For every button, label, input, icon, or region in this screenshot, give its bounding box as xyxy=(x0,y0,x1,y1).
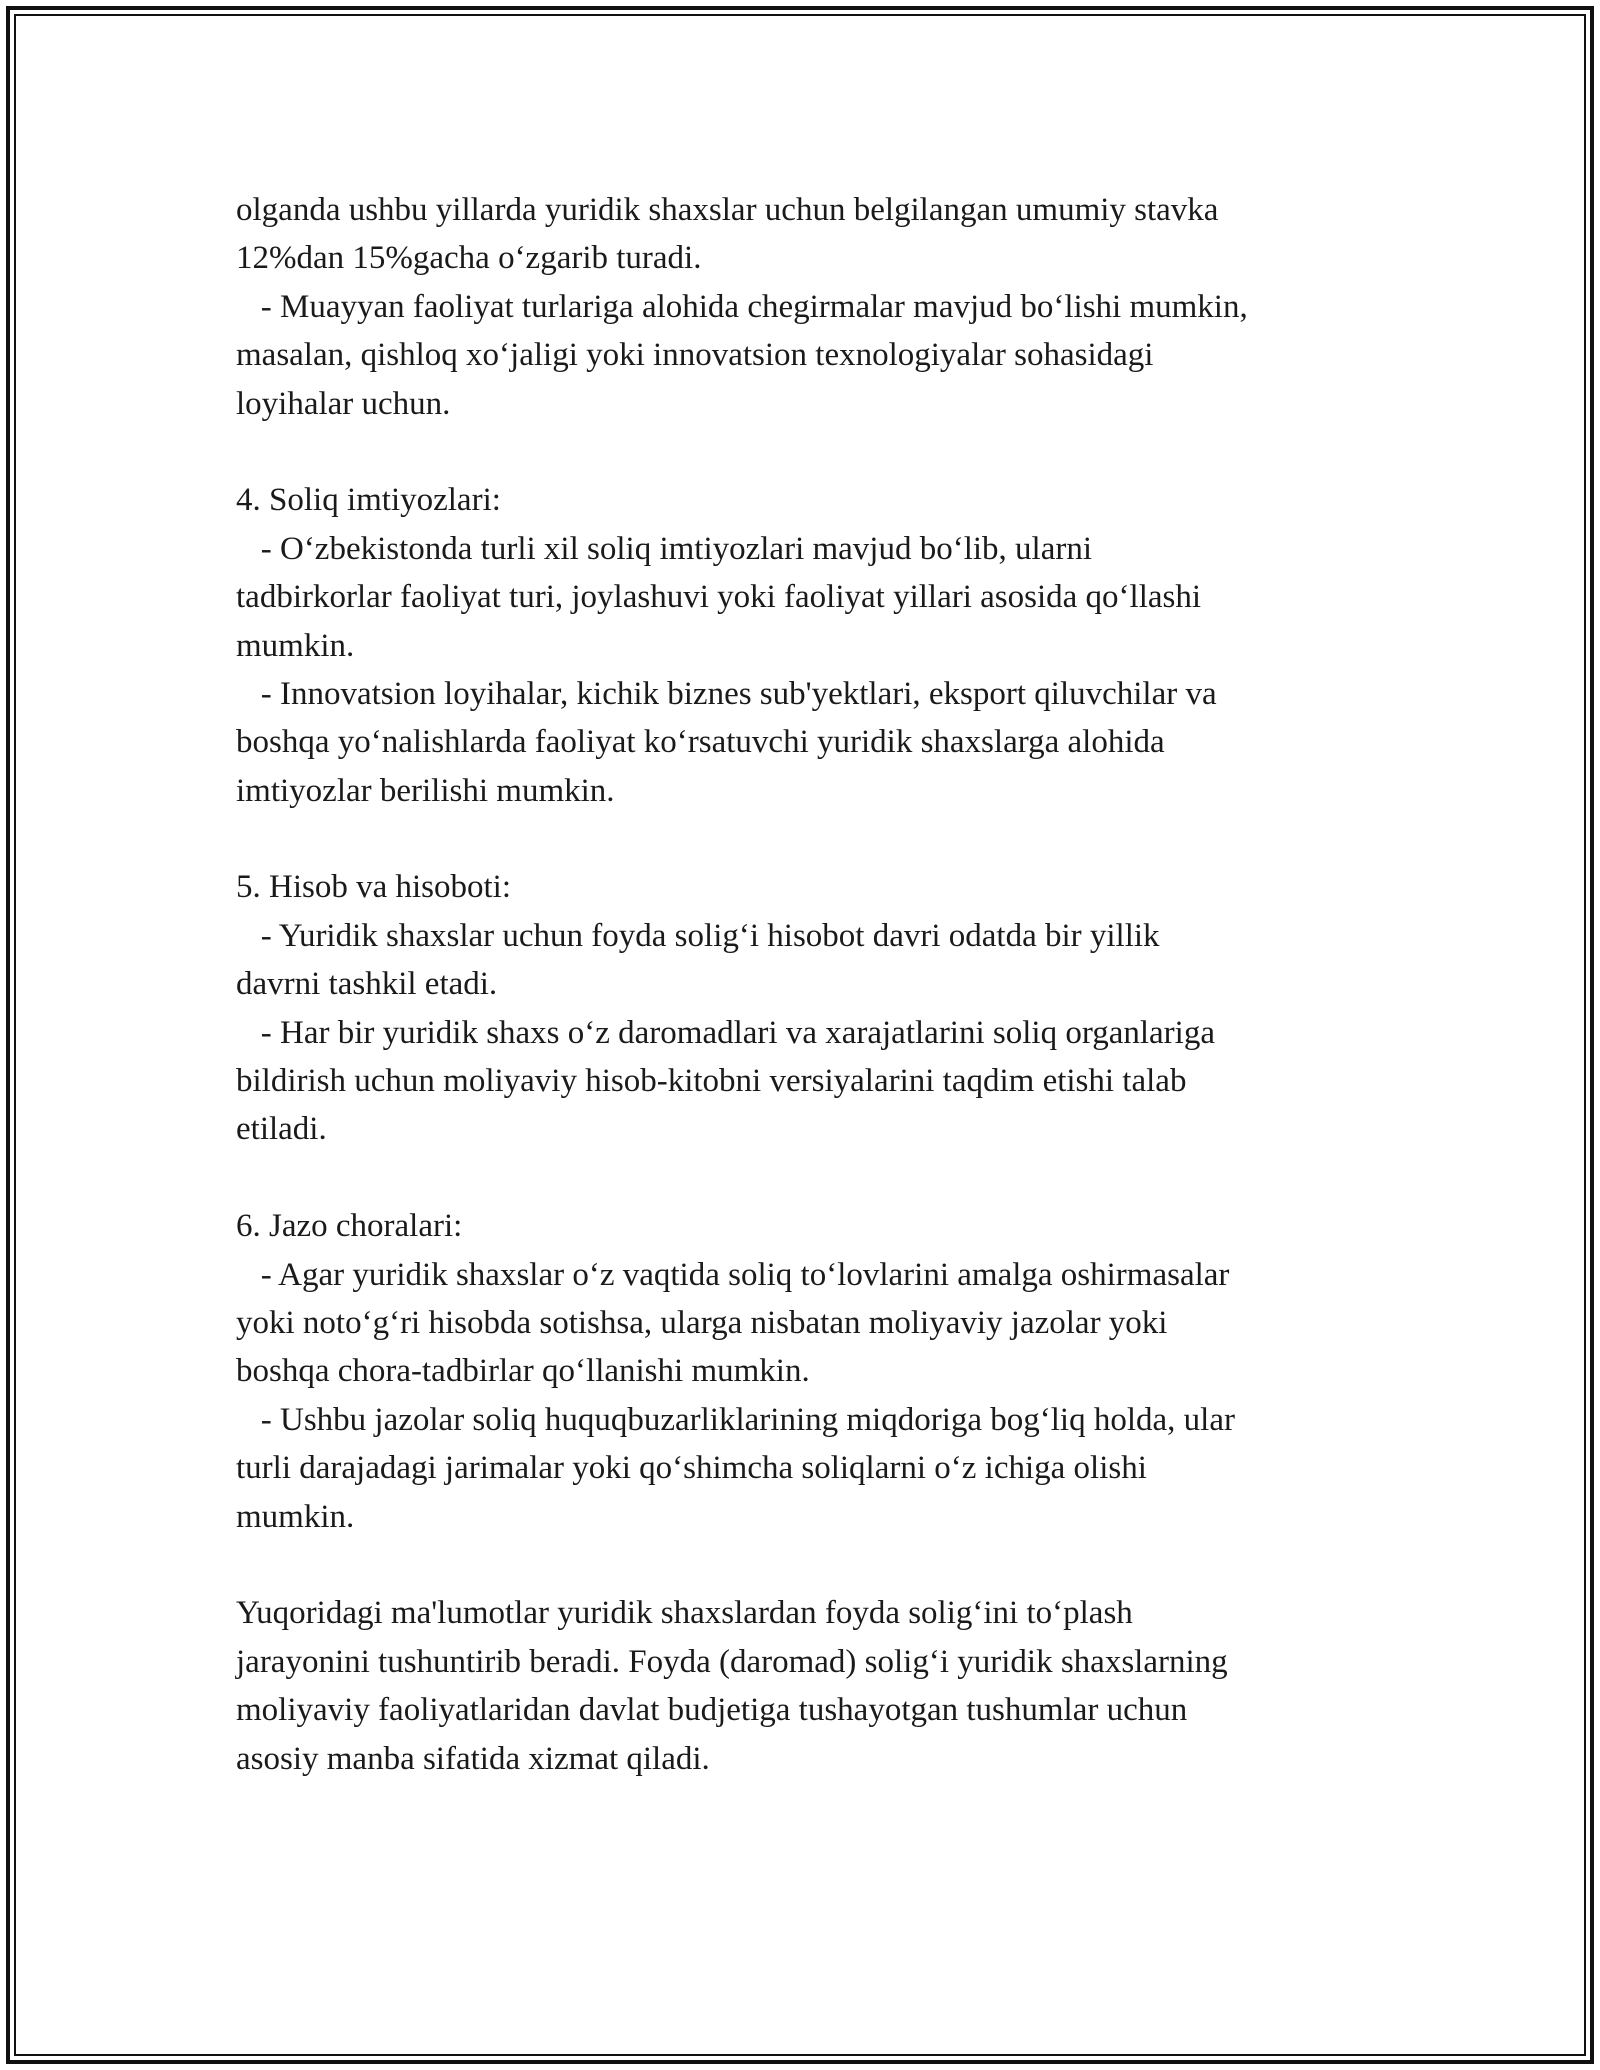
text-line: Yuqoridagi ma'lumotlar yuridik shaxslardan foyda solig‘ini to‘plash xyxy=(236,1595,1133,1632)
text-line: mumkin. xyxy=(236,627,355,664)
text-line: - Ushbu jazolar soliq huquqbuzarliklarining miqdoriga bog‘liq holda, ular xyxy=(236,1401,1235,1438)
paragraph-spacer xyxy=(236,1541,1386,1589)
section-hisob-va-hisoboti xyxy=(236,863,1386,1153)
section-soliq-imtiyozlari xyxy=(236,476,1386,815)
text-line: turli darajadagi jarimalar yoki qo‘shimcha soliqlarni o‘z ichiga olishi xyxy=(236,1450,1147,1487)
text-line: - Innovatsion loyihalar, kichik biznes sub'yektlari, eksport qiluvchilar va xyxy=(236,675,1217,712)
text-line: - Agar yuridik shaxslar o‘z vaqtida soliq to‘lovlarini amalga oshirmasalar xyxy=(236,1256,1230,1293)
text-line: boshqa yo‘nalishlarda faoliyat ko‘rsatuvchi yuridik shaxslarga alohida xyxy=(236,724,1165,761)
text-line: - Har bir yuridik shaxs o‘z daromadlari va xarajatlarini soliq organlariga xyxy=(236,1014,1215,1051)
text-line: tadbirkorlar faoliyat turi, joylashuvi yoki faoliyat yillari asosida qo‘llashi xyxy=(236,579,1202,616)
text-line: - Muayyan faoliyat turlariga alohida chegirmalar mavjud bo‘lishi mumkin, xyxy=(236,288,1248,325)
paragraph-stavka-continuation xyxy=(236,186,1386,428)
paragraph-conclusion xyxy=(236,1589,1386,1783)
paragraph-spacer xyxy=(236,1154,1386,1202)
document-body xyxy=(236,186,1386,1783)
text-line: jarayonini tushuntirib beradi. Foyda (daromad) solig‘i yuridik shaxslarning xyxy=(236,1643,1228,1680)
text-line: moliyaviy faoliyatlaridan davlat budjetiga tushayotgan tushumlar uchun xyxy=(236,1692,1188,1729)
text-line: davrni tashkil etadi. xyxy=(236,966,498,1003)
text-line: - Yuridik shaxslar uchun foyda solig‘i hisobot davri odatda bir yillik xyxy=(236,917,1160,954)
text-line: asosiy manba sifatida xizmat qiladi. xyxy=(236,1740,710,1777)
text-line: etiladi. xyxy=(236,1111,327,1148)
section-heading: 5. Hisob va hisoboti: xyxy=(236,869,512,906)
text-line: - O‘zbekistonda turli xil soliq imtiyozlari mavjud bo‘lib, ularni xyxy=(236,530,1093,567)
text-line: masalan, qishloq xo‘jaligi yoki innovatsion texnologiyalar sohasidagi xyxy=(236,337,1154,374)
text-line: bildirish uchun moliyaviy hisob-kitobni versiyalarini taqdim etishi talab xyxy=(236,1063,1187,1100)
text-line: mumkin. xyxy=(236,1498,355,1535)
text-line: yoki noto‘g‘ri hisobda sotishsa, ularga nisbatan moliyaviy jazolar yoki xyxy=(236,1304,1168,1341)
text-line: 12%dan 15%gacha o‘zgarib turadi. xyxy=(236,240,702,277)
paragraph-spacer xyxy=(236,815,1386,863)
text-line: boshqa chora-tadbirlar qo‘llanishi mumkin. xyxy=(236,1353,810,1390)
text-line: imtiyozlar berilishi mumkin. xyxy=(236,772,615,809)
text-line: olganda ushbu yillarda yuridik shaxslar uchun belgilangan umumiy stavka xyxy=(236,192,1219,228)
paragraph-spacer xyxy=(236,428,1386,476)
section-heading: 4. Soliq imtiyozlari: xyxy=(236,482,501,519)
text-line: loyihalar uchun. xyxy=(236,385,451,422)
section-heading: 6. Jazo choralari: xyxy=(236,1208,463,1245)
section-jazo-choralari xyxy=(236,1202,1386,1541)
